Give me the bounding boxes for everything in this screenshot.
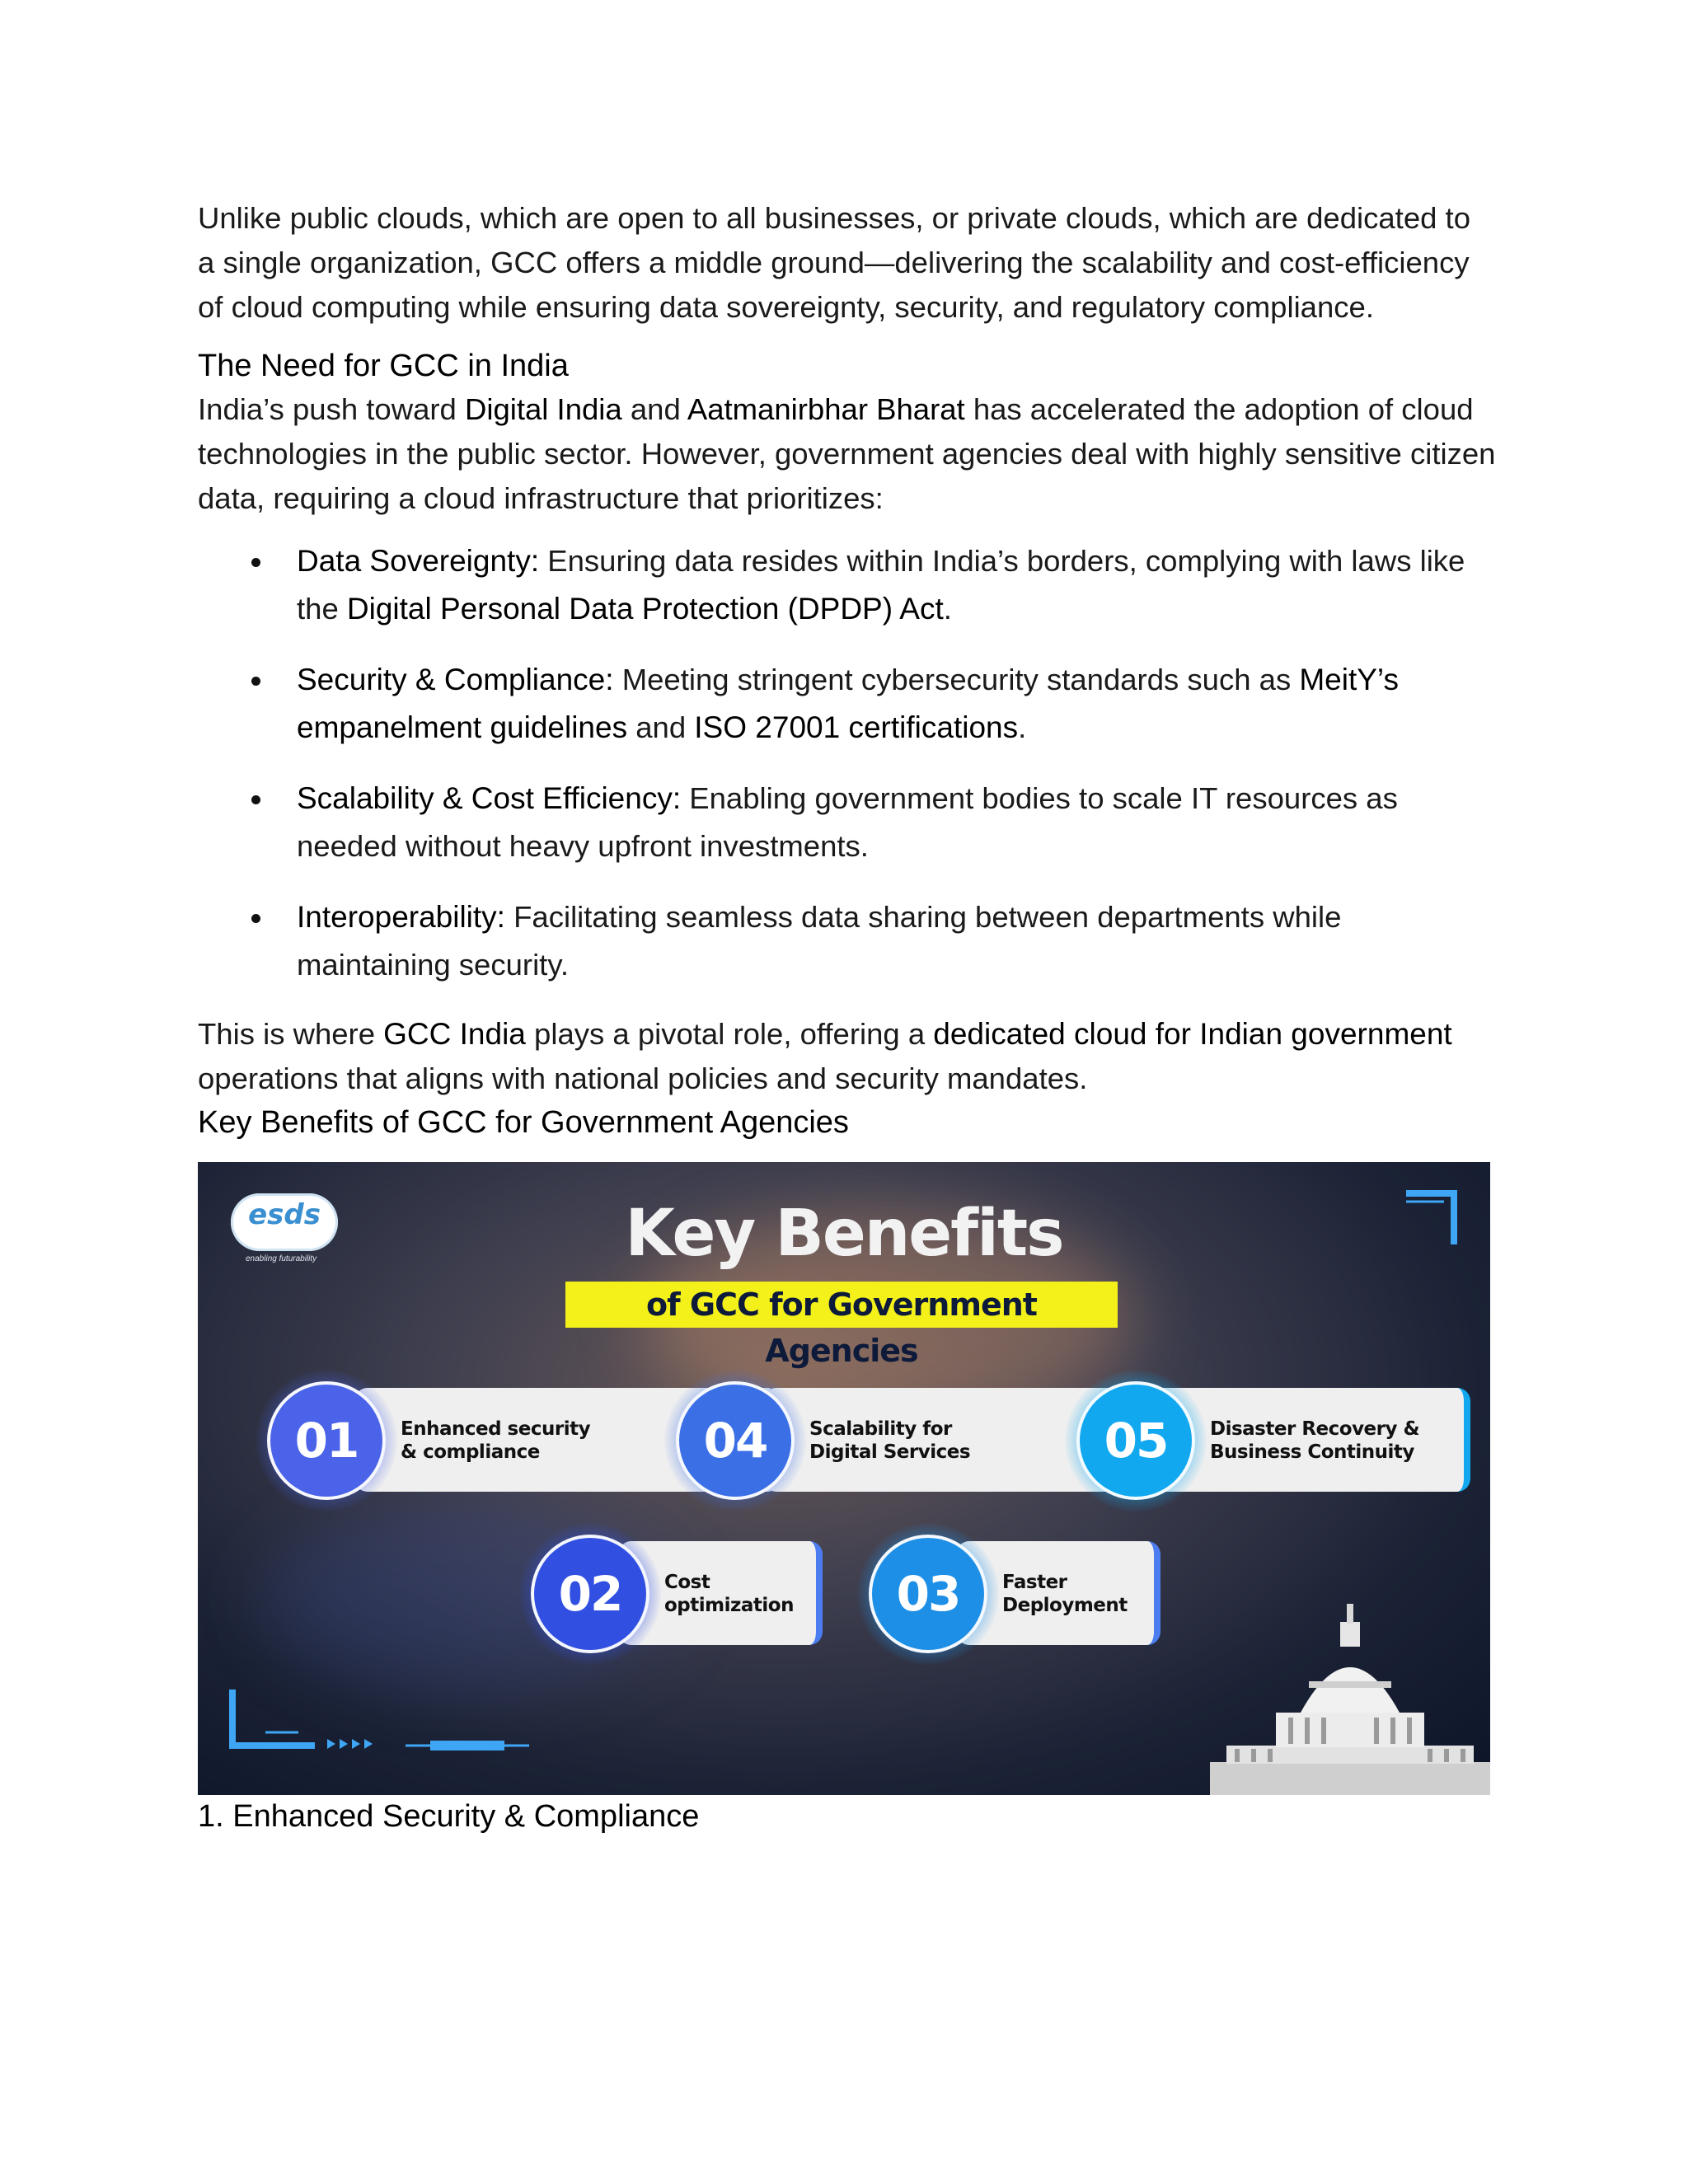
- bullet-term: Data Sovereignty:: [297, 544, 540, 578]
- benefit-label-line-1: Faster: [1002, 1572, 1067, 1593]
- bullet-term: Security & Compliance:: [297, 663, 614, 696]
- bullet-term: Interoperability:: [297, 900, 505, 934]
- role-text-b: plays a pivotal role, offering a: [525, 1017, 934, 1051]
- bullet-text: Facilitating seamless data sharing between departments while maintaining security.: [297, 900, 1342, 982]
- bullet-emphasis-2: ISO 27001 certifications: [694, 710, 1019, 744]
- priorities-list: [198, 537, 1500, 989]
- badge-ring: [857, 1523, 999, 1665]
- benefit-label-line-1: Disaster Recovery &: [1210, 1418, 1420, 1440]
- benefit-label-line-1: Scalability for: [809, 1418, 952, 1440]
- benefit-badge: [531, 1535, 649, 1653]
- need-paragraph: [198, 387, 1500, 521]
- benefit-card: [1164, 1388, 1470, 1492]
- benefit-badge: [1076, 1381, 1195, 1500]
- benefit-label: [401, 1418, 590, 1464]
- dedicated-cloud-term: dedicated cloud for Indian government: [933, 1017, 1452, 1051]
- benefit-badge: [267, 1381, 386, 1500]
- need-text-and: and: [621, 392, 687, 426]
- benefit-item-03: [857, 1531, 1187, 1633]
- benefit-label: [809, 1418, 970, 1464]
- benefit-label: [1210, 1418, 1419, 1464]
- benefit-number: 02: [558, 1566, 622, 1622]
- list-item: [198, 656, 1500, 752]
- bullet-mid: and: [627, 710, 695, 744]
- bullet-term: Scalability & Cost Efficiency:: [297, 781, 682, 815]
- role-text-c: operations that aligns with national policies and security mandates.: [198, 1062, 1088, 1095]
- logo-tagline: enabling futurability: [246, 1254, 317, 1263]
- benefits-heading: Key Benefits of GCC for Government Agencies: [198, 1105, 849, 1140]
- section-title: Enhanced Security & Compliance: [232, 1799, 700, 1834]
- gcc-india-term: GCC India: [383, 1017, 526, 1051]
- benefit-label: [664, 1571, 794, 1617]
- badge-ring: [519, 1523, 661, 1665]
- role-text-a: This is where: [198, 1017, 384, 1051]
- benefit-label-line-2: Digital Services: [809, 1441, 971, 1463]
- logo-text: esds: [248, 1198, 321, 1231]
- benefit-label-line-2: Deployment: [1002, 1595, 1128, 1616]
- intro-line-3: of cloud computing while ensuring data sovereignty, security, and regulatory compliance.: [198, 290, 1374, 324]
- badge-ring: [664, 1370, 806, 1511]
- benefit-number: 04: [703, 1413, 767, 1469]
- infographic-subtitle: of GCC for Government Agencies: [565, 1282, 1118, 1328]
- section-number: 1.: [198, 1799, 224, 1834]
- digital-india-term: Digital India: [464, 392, 622, 426]
- benefit-number: 05: [1104, 1413, 1168, 1469]
- aatmanirbhar-term: Aatmanirbhar Bharat: [687, 392, 965, 426]
- benefit-label-line-2: optimization: [664, 1595, 794, 1616]
- decorative-arrows-icon: [224, 1690, 554, 1772]
- bullet-emphasis: Digital Personal Data Protection (DPDP) Act: [346, 592, 944, 626]
- document-content: [198, 196, 1500, 1838]
- benefit-label-line-2: Business Continuity: [1210, 1441, 1414, 1463]
- intro-line-1: Unlike public clouds, which are open to all businesses, or private clouds, which are dedicated to: [198, 201, 1470, 235]
- bullet-text: Enabling government bodies to scale IT resources as needed without heavy upfront investments.: [297, 781, 1398, 863]
- intro-paragraph: [198, 196, 1500, 330]
- intro-line-2: a single organization, GCC offers a middle ground—delivering the scalability and cost-efficiency: [198, 246, 1470, 279]
- bullet-text: Ensuring data resides within India’s borders, complying with laws like the: [297, 544, 1465, 626]
- badge-ring: [1065, 1370, 1207, 1511]
- benefits-infographic: [198, 1162, 1490, 1795]
- list-item: [198, 893, 1500, 989]
- bullet-tail: .: [1018, 710, 1027, 744]
- benefit-number: 03: [896, 1566, 960, 1622]
- benefit-item-05: [1065, 1378, 1477, 1480]
- infographic-title: Key Benefits: [625, 1197, 1063, 1271]
- bullet-tail: .: [943, 592, 952, 626]
- benefit-number: 01: [294, 1413, 359, 1469]
- capitol-building-icon: [1210, 1589, 1490, 1795]
- list-item: [198, 775, 1500, 870]
- list-item: [198, 537, 1500, 633]
- benefit-badge: [676, 1381, 795, 1500]
- role-paragraph: [198, 1012, 1500, 1101]
- bullet-emphasis: MeitY’s empanelment guidelines: [297, 663, 1399, 744]
- need-heading: The Need for GCC in India: [198, 349, 569, 383]
- benefit-label-line-2: & compliance: [401, 1441, 540, 1463]
- benefit-badge: [869, 1535, 987, 1653]
- benefit-label-line-1: Cost: [664, 1572, 710, 1593]
- need-text-a: India’s push toward: [198, 392, 465, 426]
- benefit-label-line-1: Enhanced security: [401, 1418, 591, 1440]
- benefit-label: [1002, 1571, 1128, 1617]
- bullet-text: Meeting stringent cybersecurity standards such as: [613, 663, 1300, 696]
- section-1-heading: [198, 1795, 1500, 1838]
- need-text-b: has accelerated the adoption of cloud technologies in the public sector. However, government agencies deal with highly sensitive citizen data, requiring a cloud infrastructure that prioritizes:: [198, 392, 1496, 515]
- badge-ring: [256, 1370, 397, 1511]
